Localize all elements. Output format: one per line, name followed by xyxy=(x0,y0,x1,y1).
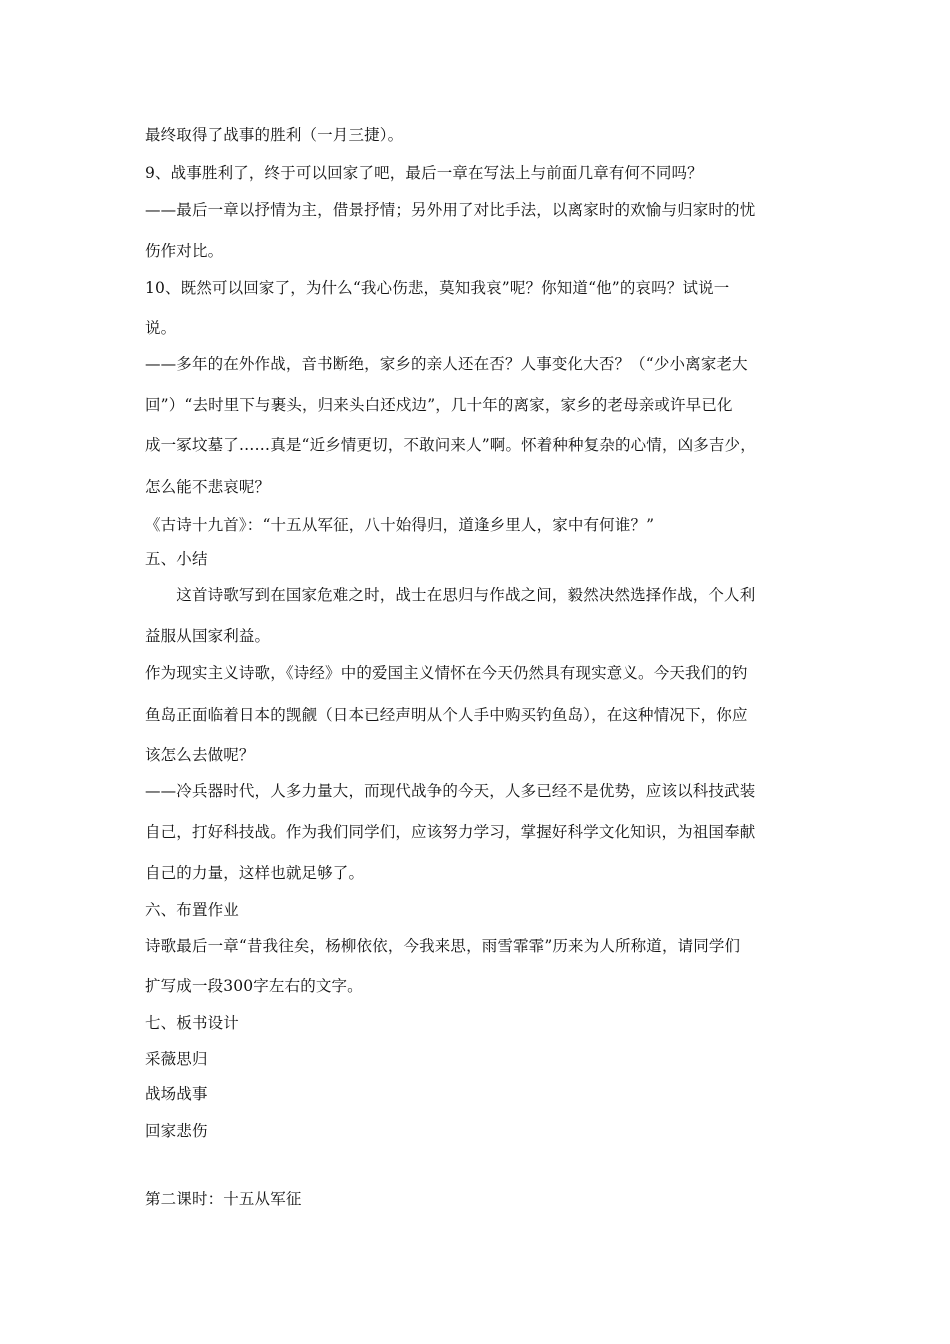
question-10-line-2: 说。 xyxy=(145,319,177,337)
answer-10-line-2: 回”）“去时里下与裹头，归来头白还戍边”，几十年的离家，家乡的老母亲或许早已化 xyxy=(145,396,733,414)
quotation-line: 《古诗十九首》：“十五从军征，八十始得归，道逢乡里人，家中有何谁？” xyxy=(145,516,655,534)
summary-answer-line-2: 自己，打好科技战。作为我们同学们，应该努力学习，掌握好科学文化知识，为祖国奉献 xyxy=(145,823,756,841)
section-heading-summary: 五、小结 xyxy=(145,550,208,568)
answer-9-line-1: ——最后一章以抒情为主，借景抒情；另外用了对比手法，以离家时的欢愉与归家时的忧 xyxy=(145,201,756,219)
answer-10-line-1: ——多年的在外作战，音书断绝，家乡的亲人还在否？人事变化大否？（“少小离家老大 xyxy=(145,355,748,373)
section-heading-homework: 六、布置作业 xyxy=(145,901,239,919)
board-item-1: 采薇思归 xyxy=(145,1050,208,1068)
summary-line-4: 鱼岛正面临着日本的觊觎（日本已经声明从个人手中购买钓鱼岛），在这种情况下，你应 xyxy=(145,706,748,724)
question-9: 9、战事胜利了，终于可以回家了吧，最后一章在写法上与前面几章有何不同吗？ xyxy=(145,164,703,182)
summary-line-1: 这首诗歌写到在国家危难之时，战士在思归与作战之间，毅然决然选择作战，个人利 xyxy=(145,586,756,604)
homework-line-2: 扩写成一段300字左右的文字。 xyxy=(145,977,363,995)
answer-10-line-3: 成一冢坟墓了……真是“近乡情更切，不敢问来人”啊。怀着种种复杂的心情，凶多吉少， xyxy=(145,436,756,454)
section-heading-board-design: 七、板书设计 xyxy=(145,1014,239,1032)
question-10-line-1: 10、既然可以回家了，为什么“我心伤悲，莫知我哀”呢？你知道“他”的哀吗？试说一 xyxy=(145,279,730,297)
summary-line-2: 益服从国家利益。 xyxy=(145,627,271,645)
homework-line-1: 诗歌最后一章“昔我往矣，杨柳依依，今我来思，雨雪霏霏”历来为人所称道，请同学们 xyxy=(145,937,741,955)
summary-answer-line-3: 自己的力量，这样也就足够了。 xyxy=(145,864,365,882)
summary-line-3: 作为现实主义诗歌，《诗经》中的爱国主义情怀在今天仍然具有现实意义。今天我们的钓 xyxy=(145,664,748,682)
board-item-2: 战场战事 xyxy=(145,1085,208,1103)
second-lesson-heading: 第二课时：十五从军征 xyxy=(145,1190,302,1208)
answer-10-line-4: 怎么能不悲哀呢？ xyxy=(145,478,271,496)
summary-line-5: 该怎么去做呢？ xyxy=(145,746,255,764)
text-line: 最终取得了战事的胜利（一月三捷）。 xyxy=(145,126,404,144)
summary-answer-line-1: ——冷兵器时代，人多力量大，而现代战争的今天，人多已经不是优势，应该以科技武装 xyxy=(145,782,756,800)
board-item-3: 回家悲伤 xyxy=(145,1122,208,1140)
answer-9-line-2: 伤作对比。 xyxy=(145,242,224,260)
